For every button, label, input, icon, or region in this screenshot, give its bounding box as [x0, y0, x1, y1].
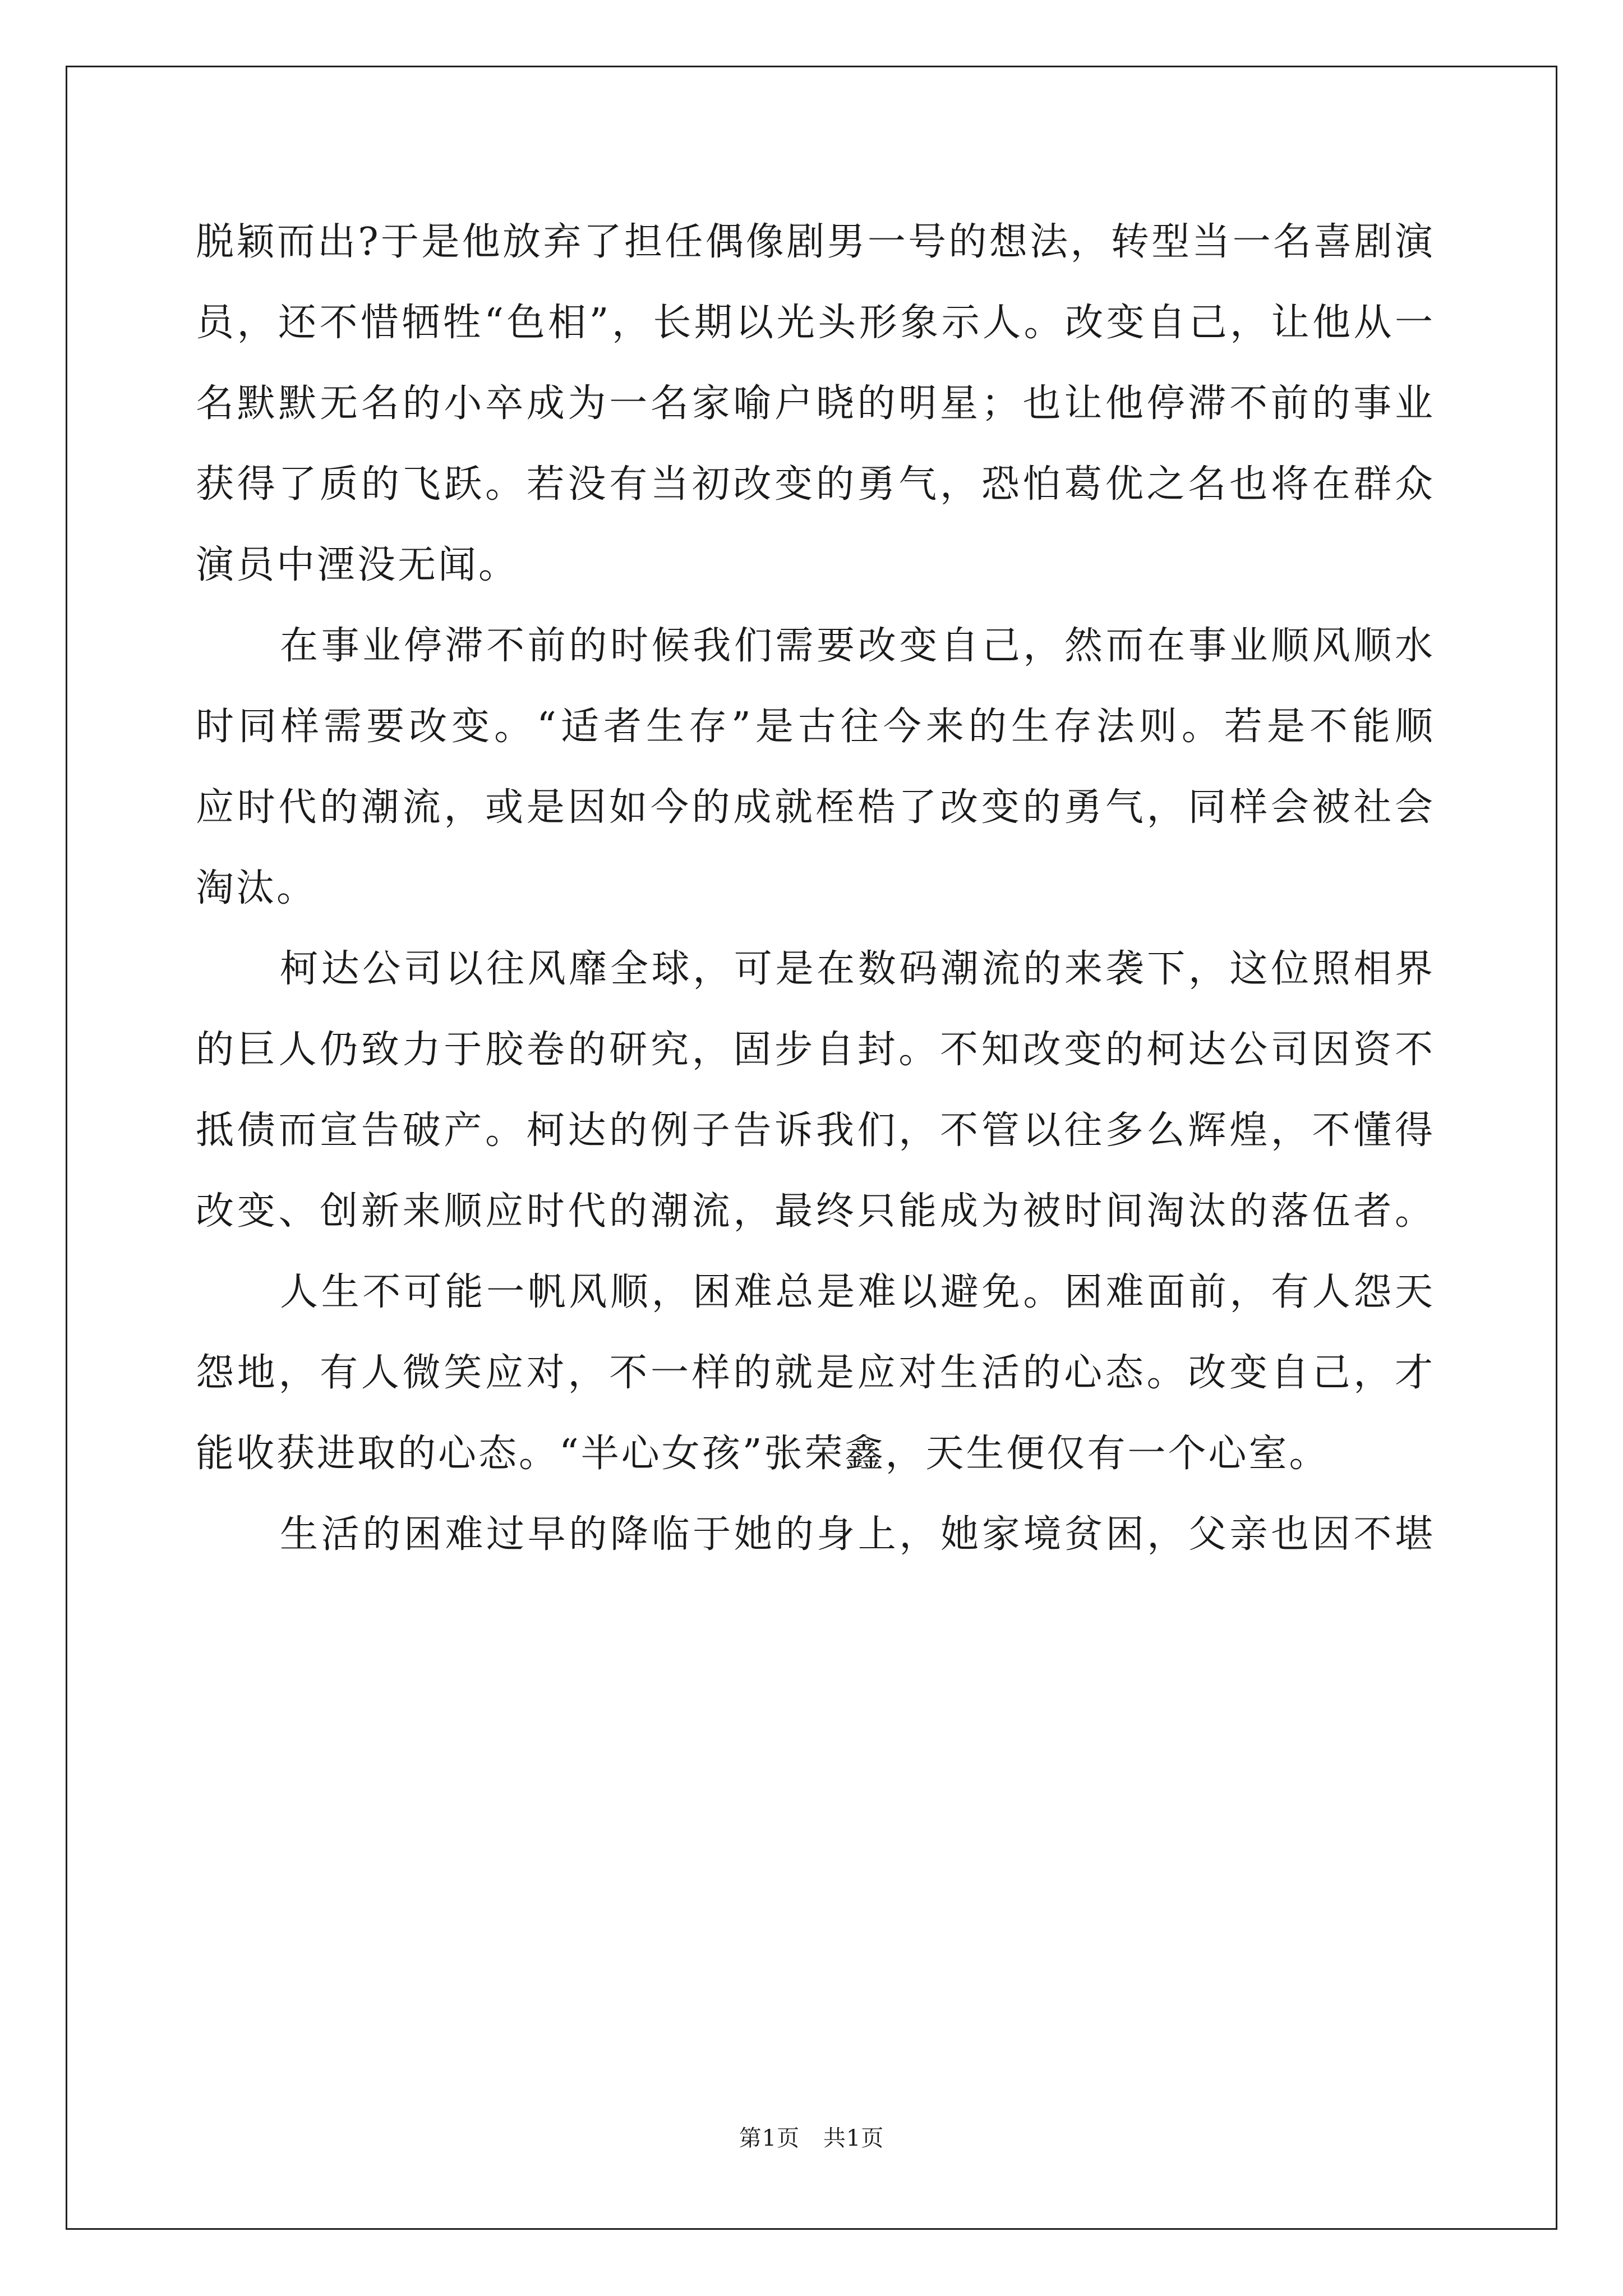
text-line: 怨地，有人微笑应对，不一样的就是应对生活的心态。改变自己，才 [196, 1351, 1435, 1395]
document-body [196, 202, 1435, 1575]
text-line: 改变、创新来顺应时代的潮流，最终只能成为被时间淘汰的落伍者。 [196, 1189, 1435, 1234]
paragraph-first-line: 生活的困难过早的降临于她的身上，她家境贫困，父亲也因不堪 [280, 1512, 1435, 1557]
paragraph-first-line: 在事业停滞不前的时候我们需要改变自己，然而在事业顺风顺水 [280, 624, 1435, 668]
paragraph-first-line: 柯达公司以往风靡全球，可是在数码潮流的来袭下，这位照相界 [280, 947, 1435, 991]
page-total: 共1页 [823, 2125, 884, 2151]
text-line: 获得了质的飞跃。若没有当初改变的勇气，恐怕葛优之名也将在群众 [196, 462, 1435, 507]
text-line: 应时代的潮流，或是因如今的成就桎梏了改变的勇气，同样会被社会 [196, 785, 1435, 830]
text-line: 演员中湮没无闻。 [196, 543, 519, 587]
text-line: 时同样需要改变。“适者生存”是古往今来的生存法则。若是不能顺 [196, 705, 1435, 749]
text-line: 脱颖而出?于是他放弃了担任偶像剧男一号的想法，转型当一名喜剧演 [196, 220, 1435, 264]
text-line: 名默默无名的小卒成为一名家喻户晓的明星；也让他停滞不前的事业 [196, 381, 1435, 426]
text-line: 抵债而宣告破产。柯达的例子告诉我们，不管以往多么辉煌，不懂得 [196, 1108, 1435, 1153]
page-number: 第1页 [739, 2125, 800, 2151]
paragraph-first-line: 人生不可能一帆风顺，困难总是难以避免。困难面前，有人怨天 [280, 1270, 1435, 1314]
text-line: 淘汰。 [196, 866, 317, 910]
text-line: 的巨人仍致力于胶卷的研究，固步自封。不知改变的柯达公司因资不 [196, 1028, 1435, 1072]
page-footer [0, 2120, 1623, 2152]
text-line: 员，还不惜牺牲“色相”，长期以光头形象示人。改变自己，让他从一 [196, 301, 1435, 345]
text-line: 能收获进取的心态。“半心女孩”张荣鑫，天生便仅有一个心室。 [196, 1432, 1330, 1476]
